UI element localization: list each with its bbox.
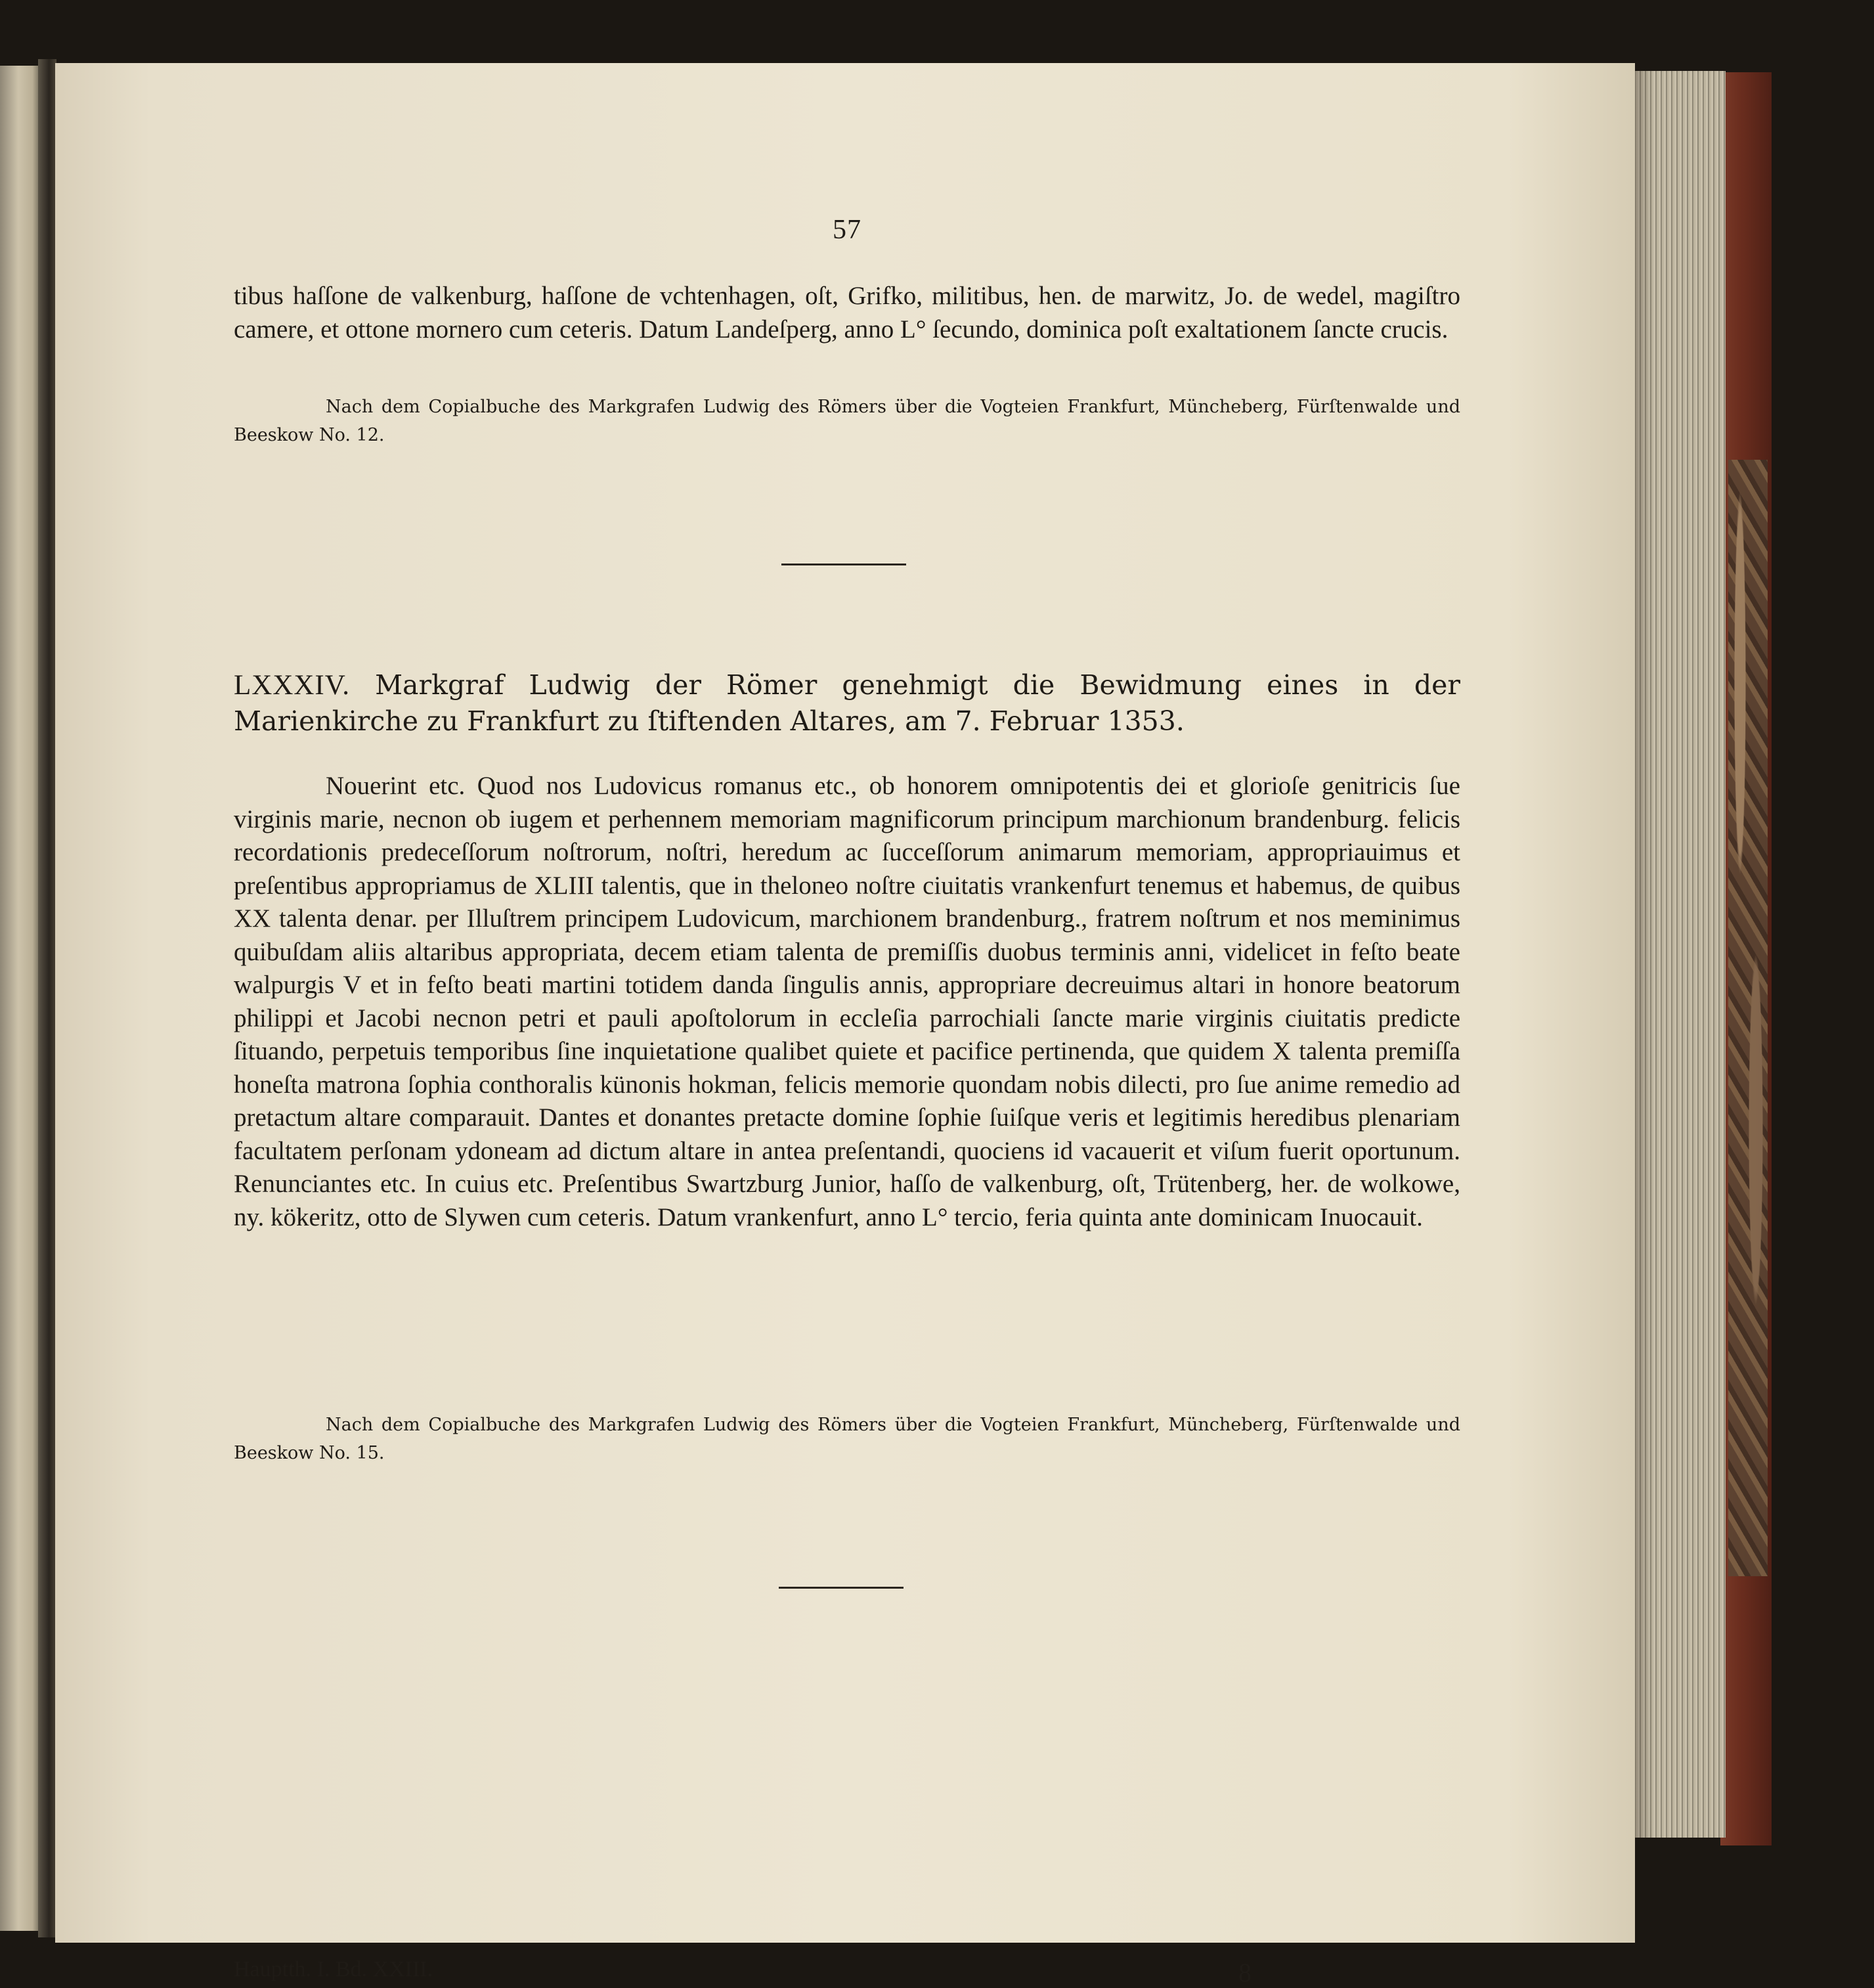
- page-number: 57: [833, 215, 861, 245]
- document-title: Markgraf Ludwig der Römer genehmigt die Bewidmung eines in der Marienkirche zu Frankfurt zu ſtiftenden Altares, am 7. Februar 1353.: [234, 669, 1460, 737]
- facing-page-edge: [0, 66, 41, 1931]
- section-divider-2: [779, 1587, 904, 1589]
- section-divider-1: [781, 563, 906, 565]
- book-gutter: [38, 59, 56, 1937]
- source-note-1: Nach dem Copialbuche des Markgrafen Ludwig des Römers über die Vogteien Frankfurt, Müncheberg, Fürſtenwalde und Beeskow No. 12.: [234, 397, 1460, 445]
- signature-mark: Hauptth. I. Bd. XXIII.: [234, 1957, 433, 1981]
- gathering-number: 8: [1238, 1958, 1252, 1987]
- source-note-2: Nach dem Copialbuche des Markgrafen Ludwig des Römers über die Vogteien Frankfurt, Müncheberg, Fürſtenwalde und Beeskow No. 15.: [234, 1415, 1460, 1463]
- cover-marbling: [1728, 460, 1768, 1576]
- document-heading: [234, 667, 1460, 739]
- document-body: Nouerint etc. Quod nos Ludovicus romanus etc., ob honorem omnipotentis dei et glorioſe genitricis ſue virginis marie, necnon ob iugem et perhennem memoriam magnificorum principum marchionum brandenburg. felicis recordationis predeceſſorum noſtrorum, noſtri, heredum ac ſucceſſorum animarum memoriam, appropriauimus et preſentibus appropriamus de XLIII talentis, que in theloneo noſtre ciuitatis vrankenfurt tenemus et habemus, de quibus XX talenta denar. per Illuſtrem principem Ludovicum, marchionem brandenburg., fratrem noſtrum et nos meminimus quibuſdam aliis altaribus appropriata, decem etiam talenta de premiſſis duobus terminis anni, videlicet in feſto beate walpurgis V et in feſto beati martini totidem danda ſingulis annis, appropriare decreuimus altari in honore beatorum philippi et Jacobi necnon petri et pauli apoſtolorum in eccleſia parrochiali ſancte marie virginis ciuitatis predicte ſituando, perpetuis temporibus ſine inquietatione qualibet quiete et pacifice pertinenda, que quidem X talenta premiſſa honeſta matrona ſophia conthoralis künonis hokman, felicis memorie quondam nobis dilecti, pro ſue anime remedio ad pretactum altare comparauit. Dantes et donantes pretacte domine ſophie ſuiſque veris et legitimis heredibus plenariam facultatem perſonam ydoneam ad dictum altare in antea preſentandi, quociens id vacauerit et viſum fuerit oportunum. Renunciantes etc. In cuius etc. Preſentibus Swartzburg Junior, haſſo de valkenburg, oſt, Trütenberg, her. de wolkowe, ny. kökeritz, otto de Slywen cum ceteris. Datum vrankenfurt, anno L° tercio, feria quinta ante dominicam Inuocauit.: [234, 772, 1460, 1231]
- intro-paragraph: tibus haſſone de valkenburg, haſſone de vchtenhagen, oſt, Grifko, militibus, hen. de marwitz, Jo. de wedel, magiſtro camere, et ottone mornero cum ceteris. Datum Landeſperg, anno L° ſecundo, dominica poſt exaltationem ſancte crucis.: [234, 282, 1460, 343]
- document-number: LXXXIV.: [234, 670, 351, 701]
- book-page: [55, 63, 1635, 1987]
